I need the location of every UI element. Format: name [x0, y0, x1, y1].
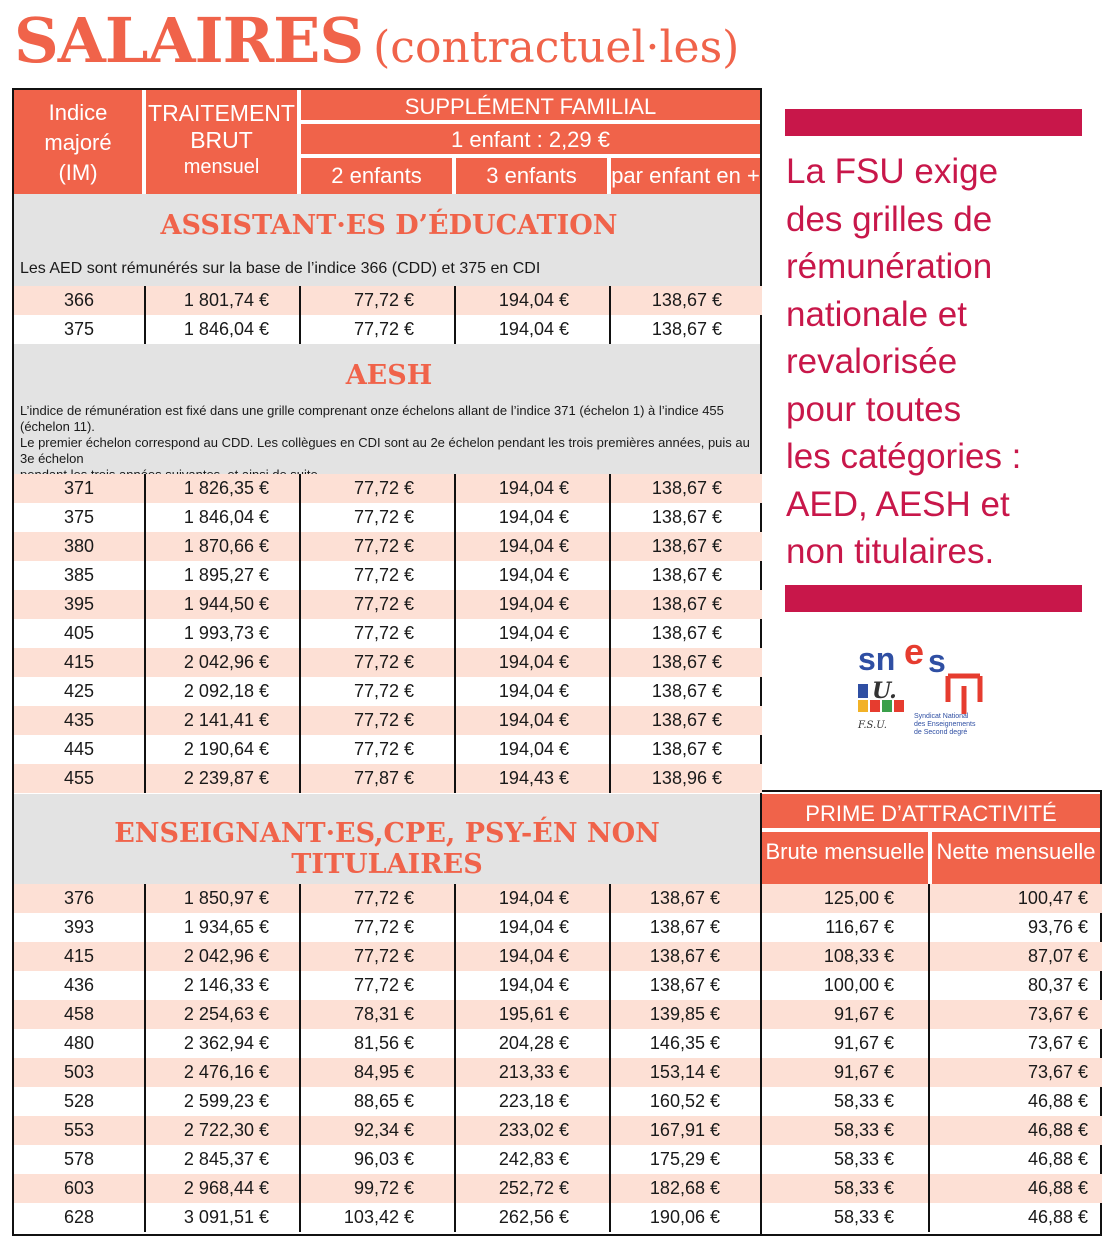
cell-deux-enfants: 77,72 €	[301, 706, 456, 735]
cell-trois-enfants: 233,02 €	[456, 1116, 611, 1145]
header-prime-brute: Brute mensuelle	[762, 832, 930, 884]
table-row	[14, 1087, 1102, 1116]
table-row	[14, 1058, 1102, 1087]
cell-prime-brute: 58,33 €	[762, 1174, 930, 1203]
cell-prime-nette: 46,88 €	[930, 1116, 1102, 1145]
table-row	[14, 1116, 1102, 1145]
cell-trois-enfants: 194,04 €	[456, 561, 611, 590]
cell-indice: 366	[14, 286, 146, 315]
ens-title: ENSEIGNANT·ES,CPE, PSY-ÉN NON TITULAIRES	[114, 818, 660, 880]
svg-text:s: s	[928, 643, 946, 679]
cell-indice: 415	[14, 648, 146, 677]
header-traitement-2: BRUT	[190, 127, 253, 153]
cell-trois-enfants: 194,04 €	[456, 884, 611, 913]
cell-par-enfant: 146,35 €	[611, 1029, 762, 1058]
logo-caption-2: des Enseignements	[914, 721, 976, 728]
cell-traitement: 2 190,64 €	[146, 735, 301, 764]
cell-deux-enfants: 77,72 €	[301, 561, 456, 590]
cell-indice: 385	[14, 561, 146, 590]
page-title	[14, 4, 739, 77]
cell-traitement: 2 042,96 €	[146, 942, 301, 971]
cell-prime-nette: 80,37 €	[1027, 975, 1088, 995]
cell-deux-enfants: 77,72 €	[301, 619, 456, 648]
cell-par-enfant: 138,67 €	[611, 590, 762, 619]
cell-prime-nette: 46,88 €	[1027, 1149, 1088, 1169]
cell-trois-enfants: 194,04 €	[456, 315, 611, 344]
cell-trois-enfants: 252,72 €	[456, 1174, 611, 1203]
cell-par-enfant: 138,67 €	[611, 286, 762, 315]
cell-par-enfant: 160,52 €	[611, 1087, 762, 1116]
cell-prime-brute: 91,67 €	[762, 1000, 930, 1029]
cell-par-enfant: 138,67 €	[651, 319, 722, 339]
cell-trois-enfants: 262,56 €	[456, 1203, 611, 1232]
cell-deux-enfants: 77,72 €	[301, 503, 456, 532]
cell-par-enfant: 138,67 €	[651, 565, 722, 585]
cell-indice: 445	[14, 735, 146, 764]
cell-indice: 435	[14, 706, 146, 735]
cell-indice: 553	[14, 1116, 146, 1145]
cell-prime-brute: 58,33 €	[762, 1116, 930, 1145]
cell-par-enfant: 138,67 €	[611, 474, 762, 503]
snes-fsu-logo	[856, 640, 996, 750]
cell-trois-enfants: 195,61 €	[456, 1000, 611, 1029]
cell-deux-enfants: 81,56 €	[301, 1029, 456, 1058]
cell-indice: 436	[14, 971, 146, 1000]
cell-trois-enfants: 194,04 €	[456, 532, 611, 561]
title-sub: (contractuel·les)	[373, 22, 740, 73]
cell-par-enfant: 139,85 €	[611, 1000, 762, 1029]
cell-prime-brute: 125,00 €	[762, 884, 930, 913]
cell-traitement: 2 146,33 €	[146, 971, 301, 1000]
cell-traitement: 2 141,41 €	[146, 706, 301, 735]
cell-traitement: 1 993,73 €	[146, 619, 301, 648]
table-row	[14, 913, 1102, 942]
cell-par-enfant: 190,06 €	[611, 1203, 762, 1232]
cell-trois-enfants: 194,04 €	[456, 706, 611, 735]
cell-deux-enfants: 92,34 €	[301, 1116, 456, 1145]
table-row	[14, 1029, 1102, 1058]
cell-deux-enfants: 77,72 €	[301, 590, 456, 619]
header-2-enfants: 2 enfants	[301, 158, 454, 194]
cell-traitement: 1 846,04 €	[146, 315, 301, 344]
cell-trois-enfants: 194,04 €	[456, 677, 611, 706]
cell-traitement: 2 092,18 €	[146, 677, 301, 706]
cell-indice: 395	[14, 590, 146, 619]
svg-text:U.: U.	[872, 678, 897, 704]
cell-trois-enfants: 194,04 €	[456, 619, 611, 648]
table-row	[14, 1000, 1102, 1029]
cell-indice: 375	[14, 503, 146, 532]
header-traitement-3: mensuel	[183, 156, 260, 178]
cell-indice: 503	[14, 1058, 146, 1087]
cell-traitement: 2 476,16 €	[146, 1058, 301, 1087]
cell-deux-enfants: 77,72 €	[301, 286, 456, 315]
cell-par-enfant: 167,91 €	[611, 1116, 762, 1145]
cell-trois-enfants: 194,04 €	[456, 590, 611, 619]
cell-traitement: 1 944,50 €	[146, 590, 301, 619]
cell-par-enfant: 138,67 €	[651, 681, 722, 701]
cell-par-enfant: 182,68 €	[611, 1174, 762, 1203]
cell-traitement: 2 254,63 €	[146, 1000, 301, 1029]
cell-prime-nette: 73,67 €	[930, 1058, 1102, 1087]
logo-caption-1: Syndicat National	[914, 713, 969, 720]
table-row	[14, 1145, 1102, 1174]
cell-traitement: 2 362,94 €	[146, 1029, 301, 1058]
cell-traitement: 1 895,27 €	[146, 561, 301, 590]
cell-trois-enfants: 194,04 €	[456, 913, 611, 942]
cell-trois-enfants: 194,04 €	[456, 503, 611, 532]
header-3-enfants: 3 enfants	[456, 158, 609, 194]
cell-prime-brute: 116,67 €	[762, 913, 930, 942]
cell-prime-nette: 87,07 €	[930, 942, 1102, 971]
cell-deux-enfants: 77,72 €	[301, 315, 456, 344]
logo-caption-3: de Second degré	[914, 729, 968, 736]
cell-traitement: 1 826,35 €	[146, 474, 301, 503]
table-row	[14, 1174, 1102, 1203]
header-prime-nette: Nette mensuelle	[932, 832, 1100, 884]
cell-prime-brute: 58,33 €	[762, 1203, 930, 1232]
cell-indice: 371	[14, 474, 146, 503]
header-supplement: SUPPLÉMENT FAMILIAL	[301, 90, 760, 122]
cell-indice: 455	[14, 764, 146, 793]
cell-traitement: 1 801,74 €	[146, 286, 301, 315]
cell-traitement: 2 722,30 €	[146, 1116, 301, 1145]
cell-par-enfant: 138,67 €	[651, 623, 722, 643]
cell-deux-enfants: 77,72 €	[301, 677, 456, 706]
cell-trois-enfants: 194,04 €	[456, 474, 611, 503]
cell-traitement: 1 870,66 €	[146, 532, 301, 561]
cell-indice: 415	[14, 942, 146, 971]
cell-traitement: 2 845,37 €	[146, 1145, 301, 1174]
cell-trois-enfants: 194,04 €	[456, 648, 611, 677]
header-indice: Indice majoré (IM)	[14, 90, 144, 194]
table-row	[14, 942, 1102, 971]
cell-traitement: 2 239,87 €	[146, 764, 301, 793]
cell-prime-nette: 93,76 €	[1027, 917, 1088, 937]
aed-title: ASSISTANT·ES D’ÉDUCATION	[160, 210, 618, 241]
cell-trois-enfants: 204,28 €	[456, 1029, 611, 1058]
aed-note: Les AED sont rémunérés sur la base de l’indice 366 (CDD) et 375 en CDI	[20, 260, 541, 277]
cell-indice: 375	[14, 315, 146, 344]
cell-traitement: 1 850,97 €	[146, 884, 301, 913]
table-row	[14, 1203, 1102, 1232]
cell-trois-enfants: 213,33 €	[456, 1058, 611, 1087]
cell-deux-enfants: 77,72 €	[301, 474, 456, 503]
header-traitement-1: TRAITEMENT	[148, 100, 295, 126]
cell-indice: 578	[14, 1145, 146, 1174]
table-row	[14, 764, 1102, 793]
cell-prime-nette: 46,88 €	[1027, 1207, 1088, 1227]
cell-trois-enfants: 194,04 €	[456, 735, 611, 764]
cell-deux-enfants: 99,72 €	[301, 1174, 456, 1203]
svg-text:sn: sn	[858, 641, 896, 677]
cell-deux-enfants: 77,72 €	[301, 971, 456, 1000]
cell-par-enfant: 138,67 €	[611, 913, 762, 942]
cell-trois-enfants: 194,04 €	[456, 286, 611, 315]
svg-text:e: e	[904, 640, 925, 672]
cell-deux-enfants: 103,42 €	[301, 1203, 456, 1232]
cell-prime-brute: 91,67 €	[762, 1058, 930, 1087]
fsu-demand-text: La FSU exige des grilles de rémunération nationale et revalorisée pour toutes les catégories : AED, AESH et non titulaires.	[786, 152, 1022, 571]
cell-deux-enfants: 77,72 €	[301, 942, 456, 971]
cell-prime-brute: 91,67 €	[762, 1029, 930, 1058]
cell-prime-brute: 100,00 €	[762, 971, 930, 1000]
cell-traitement: 2 968,44 €	[146, 1174, 301, 1203]
cell-indice: 393	[14, 913, 146, 942]
cell-trois-enfants: 194,04 €	[456, 942, 611, 971]
cell-traitement: 1 846,04 €	[146, 503, 301, 532]
cell-prime-nette: 46,88 €	[1027, 1091, 1088, 1111]
cell-prime-nette: 73,67 €	[930, 1000, 1102, 1029]
cell-deux-enfants: 78,31 €	[301, 1000, 456, 1029]
cell-deux-enfants: 96,03 €	[301, 1145, 456, 1174]
cell-trois-enfants: 194,04 €	[456, 971, 611, 1000]
cell-prime-brute: 58,33 €	[762, 1087, 930, 1116]
cell-par-enfant: 138,67 €	[651, 739, 722, 759]
cell-indice: 528	[14, 1087, 146, 1116]
header-par-enfant: par enfant en +	[611, 158, 760, 194]
cell-prime-brute: 58,33 €	[762, 1145, 930, 1174]
cell-trois-enfants: 223,18 €	[456, 1087, 611, 1116]
cell-par-enfant: 138,67 €	[611, 884, 762, 913]
header-un-enfant: 1 enfant : 2,29 €	[301, 124, 760, 156]
aesh-note: L’indice de rémunération est fixé dans une grille comprenant onze échelons allant de l’indice 371 (échelon 1) à l’indice 455 (échelon 11). Le premier échelon correspond au CDD. Les collègues en CDI sont au 2e échelon pendant les trois premières années, puis au 3e échelon	[20, 403, 750, 466]
cell-deux-enfants: 77,72 €	[301, 913, 456, 942]
cell-par-enfant: 138,67 €	[611, 942, 762, 971]
cell-indice: 458	[14, 1000, 146, 1029]
cell-deux-enfants: 77,72 €	[301, 735, 456, 764]
cell-deux-enfants: 77,72 €	[301, 648, 456, 677]
cell-par-enfant: 138,67 €	[611, 648, 762, 677]
cell-trois-enfants: 242,83 €	[456, 1145, 611, 1174]
cell-traitement: 2 042,96 €	[146, 648, 301, 677]
cell-traitement: 1 934,65 €	[146, 913, 301, 942]
cell-par-enfant: 138,67 €	[611, 706, 762, 735]
cell-prime-nette: 73,67 €	[1027, 1033, 1088, 1053]
cell-indice: 405	[14, 619, 146, 648]
cell-par-enfant: 175,29 €	[611, 1145, 762, 1174]
cell-par-enfant: 138,67 €	[611, 532, 762, 561]
cell-par-enfant: 138,67 €	[611, 971, 762, 1000]
snes-logo-mark	[856, 640, 996, 750]
cell-indice: 425	[14, 677, 146, 706]
table-row	[14, 884, 1102, 913]
sidebar-bottom-bar	[785, 585, 1082, 612]
cell-deux-enfants: 84,95 €	[301, 1058, 456, 1087]
logo-fsu-text: F.S.U.	[858, 720, 887, 731]
cell-indice: 480	[14, 1029, 146, 1058]
cell-indice: 603	[14, 1174, 146, 1203]
cell-traitement: 3 091,51 €	[146, 1203, 301, 1232]
cell-prime-brute: 108,33 €	[762, 942, 930, 971]
header-prime: PRIME D’ATTRACTIVITÉ	[762, 794, 1100, 830]
cell-deux-enfants: 77,87 €	[301, 764, 456, 793]
aesh-title: AESH	[345, 360, 433, 391]
cell-traitement: 2 599,23 €	[146, 1087, 301, 1116]
cell-par-enfant: 153,14 €	[611, 1058, 762, 1087]
cell-trois-enfants: 194,43 €	[456, 764, 611, 793]
cell-indice: 376	[14, 884, 146, 913]
cell-deux-enfants: 77,72 €	[301, 884, 456, 913]
cell-par-enfant: 138,67 €	[651, 507, 722, 527]
sidebar-top-bar	[785, 109, 1082, 136]
cell-indice: 380	[14, 532, 146, 561]
cell-deux-enfants: 77,72 €	[301, 532, 456, 561]
table-row	[14, 971, 1102, 1000]
cell-indice: 628	[14, 1203, 146, 1232]
cell-deux-enfants: 88,65 €	[301, 1087, 456, 1116]
header-traitement	[146, 90, 299, 194]
cell-prime-nette: 46,88 €	[930, 1174, 1102, 1203]
cell-prime-nette: 100,47 €	[930, 884, 1102, 913]
cell-par-enfant: 138,96 €	[611, 764, 762, 793]
title-main: SALAIRES	[14, 4, 364, 77]
